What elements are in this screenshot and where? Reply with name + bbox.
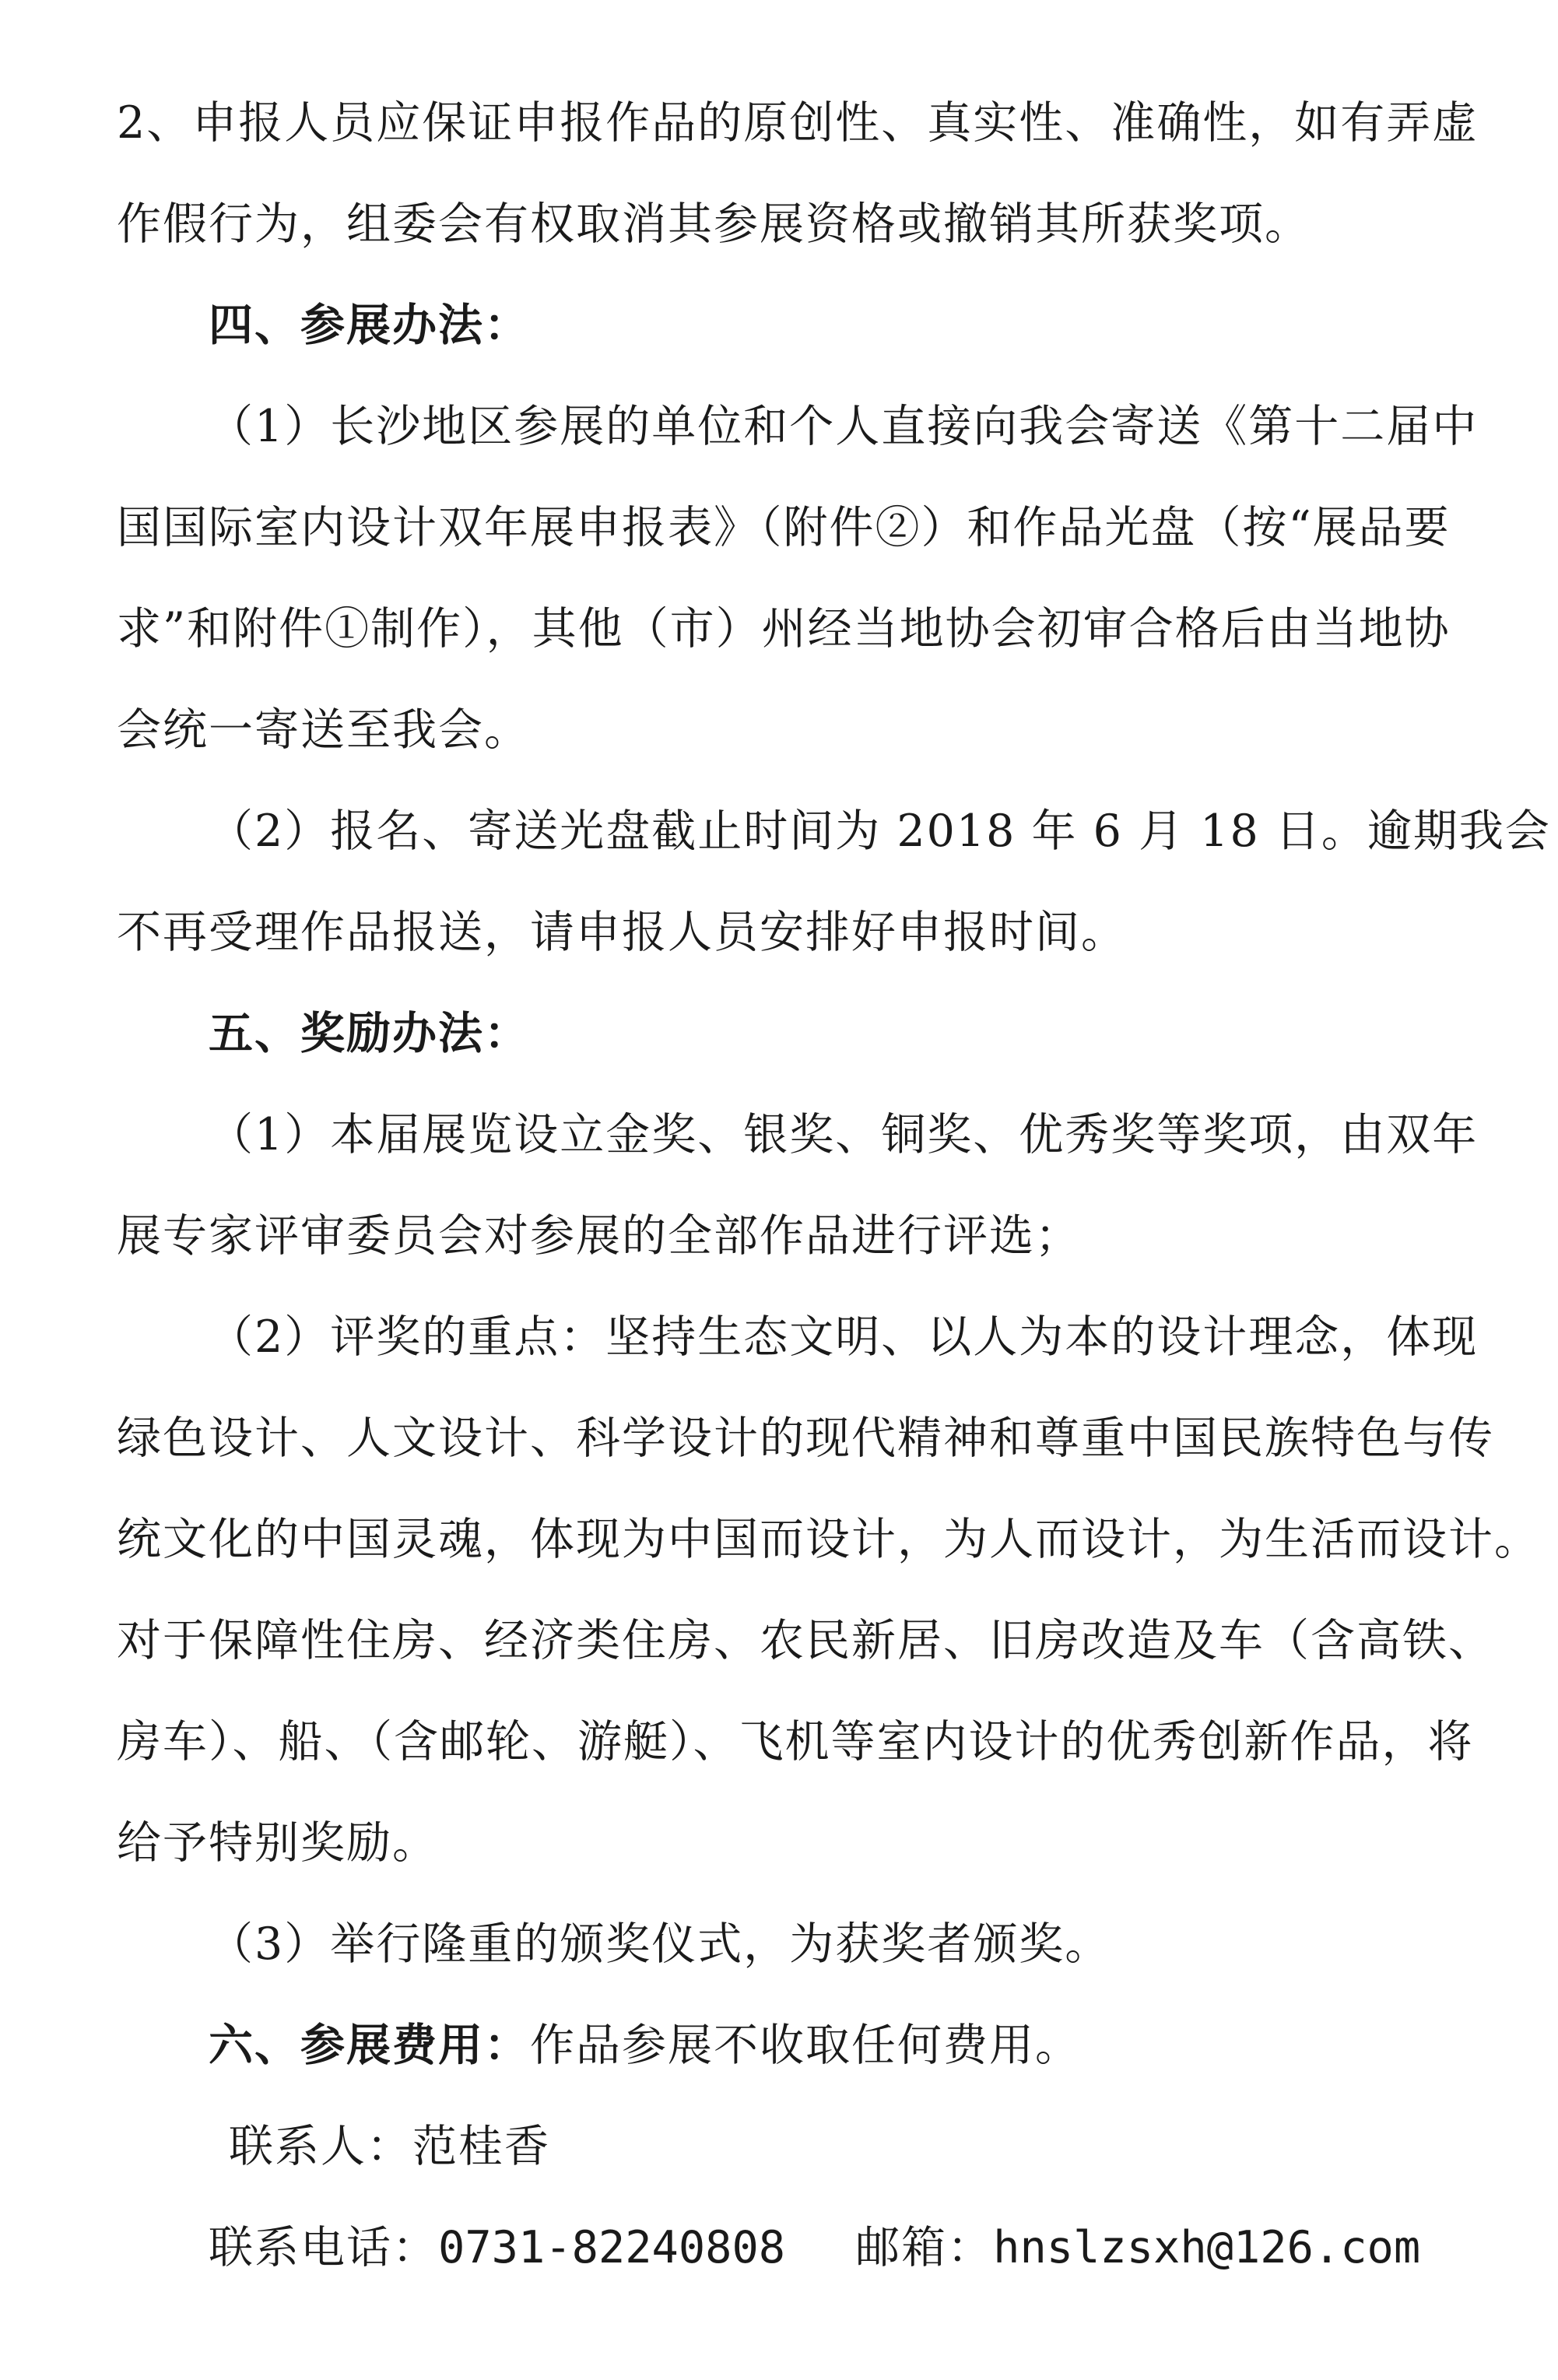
- para1-line-2: 作假行为，组委会有权取消其参展资格或撤销其所获奖项。: [117, 198, 1311, 250]
- section5-item3-line-1: （3）举行隆重的颁奖仪式，为获奖者颁奖。: [209, 1918, 1111, 1970]
- section4-item1-line-1: （1）长沙地区参展的单位和个人直接向我会寄送《第十二届中: [209, 401, 1479, 452]
- contact-person-line: [229, 2115, 550, 2178]
- contact-email-label: 邮箱：: [855, 2222, 994, 2273]
- section5-item2-line-1: （2）评奖的重点：坚持生态文明、以人为本的设计理念，体现: [209, 1311, 1479, 1363]
- section4-item2-line-2: 不再受理作品报送，请申报人员安排好申报时间。: [117, 907, 1127, 958]
- section4-item1-line-4: 会统一寄送至我会。: [117, 704, 530, 756]
- section5-item2-line-6: 给予特别奖励。: [117, 1817, 438, 1869]
- section5-item2-line-5: 房车）、船、（含邮轮、游艇）、飞机等室内设计的优秀创新作品，将: [117, 1716, 1474, 1767]
- section4-item1-line-3: 求”和附件①制作），其他（市）州经当地协会初审合格后由当地协: [117, 603, 1451, 655]
- contact-person-name: 范桂香: [412, 2121, 550, 2172]
- contact-person-label: 联系人：: [229, 2121, 412, 2172]
- para1-line-1: 2、申报人员应保证申报作品的原创性、真实性、准确性，如有弄虚: [117, 97, 1479, 149]
- section4-item2-line-1: （2）报名、寄送光盘截止时间为 2018 年 6 月 18 日。逾期我会: [209, 806, 1551, 857]
- section6-text: 作品参展不收取任何费用。: [530, 2020, 1081, 2071]
- section6-heading: 六、参展费用：: [209, 2019, 530, 2071]
- section4-item1-line-2: 国国际室内设计双年展申报表》（附件②）和作品光盘（按“展品要: [117, 502, 1451, 553]
- section4-heading: 四、参展办法：: [209, 299, 530, 351]
- contact-phone-label: 联系电话：: [209, 2222, 438, 2273]
- section5-item2-line-2: 绿色设计、人文设计、科学设计的现代精神和尊重中国民族特色与传: [117, 1413, 1494, 1464]
- section5-item2-line-4: 对于保障性住房、经济类住房、农民新居、旧房改造及车（含高铁、: [117, 1615, 1494, 1666]
- contact-phone: 0731-82240808: [438, 2222, 786, 2273]
- section5-item1-line-1: （1）本届展览设立金奖、银奖、铜奖、优秀奖等奖项，由双年: [209, 1109, 1479, 1160]
- section5-heading: 五、奖励办法：: [209, 1007, 530, 1059]
- section5-item2-line-3: 统文化的中国灵魂，体现为中国而设计，为人而设计，为生活而设计。: [117, 1514, 1540, 1565]
- section6-line: [209, 2014, 1081, 2076]
- contact-email: hnslzsxh@126.com: [993, 2222, 1421, 2273]
- contact-phone-line: [209, 2217, 1420, 2279]
- section5-item1-line-2: 展专家评审委员会对参展的全部作品进行评选；: [117, 1210, 1081, 1262]
